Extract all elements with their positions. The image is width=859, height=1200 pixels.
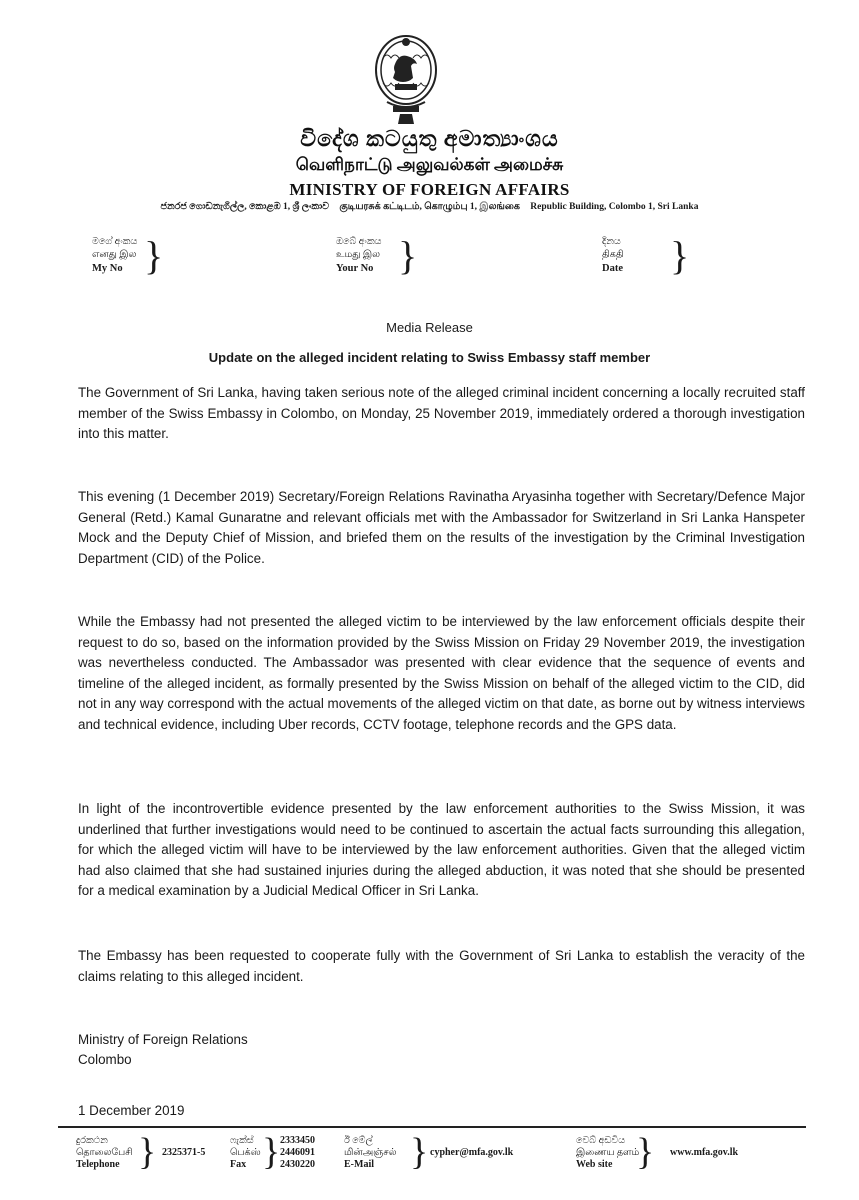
ref-your-no	[336, 233, 418, 278]
footer-website-ta: இணைய தளம்	[576, 1148, 640, 1158]
brace-icon: }	[138, 1131, 157, 1173]
footer-fax-value-3: 2430220	[280, 1159, 315, 1170]
footer-website	[576, 1131, 739, 1173]
ref-your-no-si: ඔබේ අංකය	[336, 237, 382, 247]
ref-my-no-si: මගේ අංකය	[92, 237, 138, 247]
brace-icon: }	[670, 233, 690, 278]
footer-telephone-en: Telephone	[76, 1159, 120, 1170]
ref-date-si: දිනය	[602, 237, 621, 247]
ministry-address	[0, 201, 859, 213]
address-english: Republic Building, Colombo 1, Sri Lanka	[530, 202, 699, 212]
footer-fax-value-1: 2333450	[280, 1135, 315, 1146]
ref-my-no-en: My No	[92, 263, 123, 274]
paragraph-2: This evening (1 December 2019) Secretary/Foreign Relations Ravinatha Aryasinha together with Secretary/Defence Major General (Retd.) Kamal Gunaratne and relevant officials met with the Ambassador for Switzerland in Sri Lanka Hanspeter Mock and the Deputy Chief of Mission, and briefed them on the results of the investigation by the Criminal Investigation Department (CID) of the Police.	[78, 489, 805, 566]
ref-your-no-ta: உமது இல	[336, 250, 381, 260]
footer-fax-en: Fax	[230, 1159, 247, 1170]
footer-fax-ta: பெக்ஸ்	[230, 1148, 261, 1158]
signoff	[78, 1030, 248, 1070]
brace-icon: }	[144, 233, 164, 278]
paragraph-5: The Embassy has been requested to cooperate fully with the Government of Sri Lanka to establish the veracity of the claims relating to this alleged incident.	[78, 948, 805, 984]
footer-telephone-si: දුරකථන	[76, 1136, 108, 1146]
sri-lanka-emblem-icon	[373, 28, 439, 126]
footer-email-ta: மின்அஞ்சல்	[344, 1148, 397, 1158]
ref-your-no-en: Your No	[336, 263, 374, 274]
ministry-name-tamil: வெளிநாட்டு அலுவல்கள் அமைச்சு	[295, 155, 564, 174]
paragraph-3: While the Embassy had not presented the alleged victim to be interviewed by the law enforcement officials despite their request to do so, based on the information provided by the Swiss Mission on Friday 29 November 2019, the investigation was nevertheless conducted. The Ambassador was presented with clear evidence that the sequence of events and timeline of the alleged incident, as formally presented by the Swiss Mission on behalf of the alleged victim to the CID, did not in any way correspond with the actual movements of the alleged victim on that date, as borne out by witness interviews and technical evidence, including Uber records, CCTV footage, telephone records and the GPS data.	[78, 614, 805, 732]
brace-icon: }	[636, 1131, 655, 1173]
footer-website-si: වෙබ් අඩවිය	[576, 1136, 626, 1146]
footer-email-link[interactable]: cypher@mfa.gov.lk	[430, 1147, 514, 1158]
ministry-name-english: MINISTRY OF FOREIGN AFFAIRS	[289, 180, 570, 199]
brace-icon: }	[262, 1131, 281, 1173]
footer-website-link[interactable]: www.mfa.gov.lk	[670, 1147, 739, 1158]
address-tamil: குடியரசுக் கட்டிடம், கொழும்பு 1, இலங்கை	[339, 202, 520, 212]
footer-email-si: ඊ මේල්	[344, 1136, 373, 1146]
brace-icon: }	[398, 233, 418, 278]
brace-icon: }	[410, 1131, 429, 1173]
ref-my-no-ta: எனது இல	[92, 250, 137, 260]
footer-fax-si: ෆැක්ස්	[230, 1136, 254, 1146]
footer-divider	[58, 1126, 806, 1128]
ministry-name-sinhala: විදේශ කටයුතු අමාත්‍යාංශය	[300, 126, 559, 151]
footer-fax-value-2: 2446091	[280, 1147, 315, 1158]
signoff-organisation: Ministry of Foreign Relations	[78, 1032, 248, 1047]
address-sinhala: ජනරජ ගොඩනැගිල්ල, කොළඹ 1, ශ්‍රී ලංකාව	[160, 202, 330, 212]
footer-email-en: E-Mail	[344, 1159, 374, 1170]
document-title: Update on the alleged incident relating to Swiss Embassy staff member	[208, 350, 651, 365]
footer-website-en: Web site	[576, 1159, 613, 1170]
document-type: Media Release	[386, 320, 473, 335]
footer-telephone-ta: தொலைபேசி	[76, 1148, 133, 1158]
ref-my-no	[92, 233, 164, 278]
paragraph-1: The Government of Sri Lanka, having taken serious note of the alleged criminal incident concerning a locally recruited staff member of the Swiss Embassy in Colombo, on Monday, 25 November 2019, immediately ordered a thorough investigation into this matter.	[78, 385, 805, 442]
ref-date-en: Date	[602, 263, 623, 274]
ref-date-ta: திகதி	[602, 250, 624, 260]
paragraph-4: In light of the incontrovertible evidence presented by the law enforcement authorities to the Swiss Mission, it was underlined that further investigations would need to be continued to ascertain the actual facts surrounding this allegation, for which the alleged victim will have to be interviewed by the law enforcement authorities. Given that the alleged victim had also claimed that she had sustained injuries during the alleged abduction, it was noted that she should be presented for a medical examination by a Judicial Medical Officer in Sri Lanka.	[78, 801, 805, 899]
ref-date	[602, 233, 690, 278]
footer-telephone-value: 2325371-5	[162, 1147, 206, 1158]
release-date: 1 December 2019	[78, 1103, 185, 1118]
footer-fax	[230, 1131, 315, 1173]
signoff-city: Colombo	[78, 1052, 132, 1067]
footer-email	[344, 1131, 514, 1173]
footer-telephone	[76, 1131, 206, 1173]
